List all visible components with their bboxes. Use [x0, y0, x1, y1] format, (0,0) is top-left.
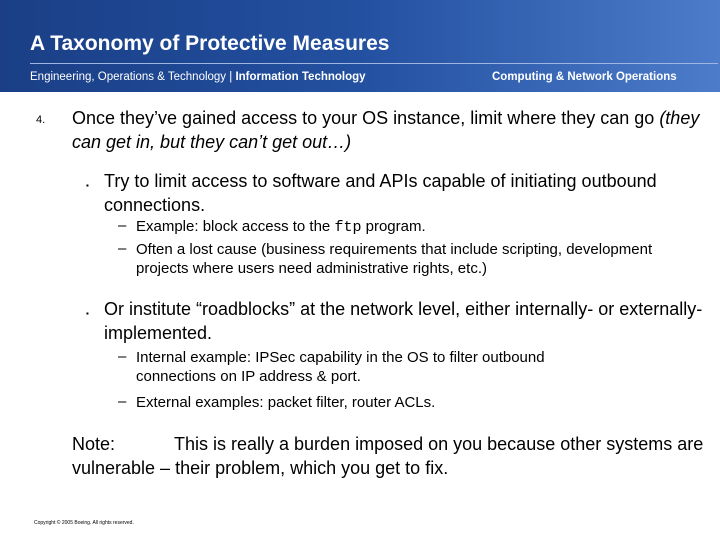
bullet-marker: ▪	[86, 309, 89, 318]
bullet-text: Or institute “roadblocks” at the network level, either internally- or externally-implemented.	[104, 299, 703, 343]
bullet-marker: ▪	[86, 181, 89, 190]
header-subtitle-left	[30, 71, 366, 83]
slide-header	[0, 0, 720, 92]
sub-bullet-marker: –	[118, 217, 127, 234]
sub-bullet-suffix: program.	[361, 218, 426, 235]
item-italic-text: (they can get in, but they can’t get out…)	[72, 108, 700, 152]
sub-bullet-marker: –	[118, 348, 127, 365]
subtitle-org: Engineering, Operations & Technology |	[30, 71, 236, 83]
subtitle-department: Information Technology	[235, 71, 366, 83]
sub-bullet-marker: –	[118, 393, 127, 410]
item-main-text: Once they’ve gained access to your OS instance, limit where they can go	[72, 108, 660, 128]
sub-bullet-text: External examples: packet filter, router ACLs.	[136, 394, 436, 411]
bullet-text: Try to limit access to software and APIs capable of initiating outbound connections.	[104, 171, 657, 215]
header-divider	[30, 63, 718, 64]
note-label: Note:	[72, 434, 116, 454]
item-number: 4.	[36, 114, 46, 126]
item-text	[72, 106, 712, 154]
sub-bullet-text	[136, 217, 706, 237]
sub-bullet-prefix: Example: block access to the	[136, 218, 335, 235]
slide-title: A Taxonomy of Protective Measures	[30, 32, 390, 55]
code-text: ftp	[334, 219, 362, 236]
sub-bullet-text: Often a lost cause (business requirements that include scripting, development projects where users need administrative rights, etc.)	[136, 241, 653, 277]
note-text: This is really a burden imposed on you because other systems are vulnerable – their problem, which you get to fix.	[72, 434, 704, 478]
sub-bullet-marker: –	[118, 240, 127, 257]
note-paragraph	[72, 432, 712, 480]
copyright-notice: Copyright © 2005 Boeing. All rights reserved.	[34, 520, 134, 526]
sub-bullet-text: Internal example: IPSec capability in the OS to filter outbound connections on IP address & port.	[136, 349, 545, 385]
header-subtitle-right: Computing & Network Operations	[492, 71, 677, 83]
